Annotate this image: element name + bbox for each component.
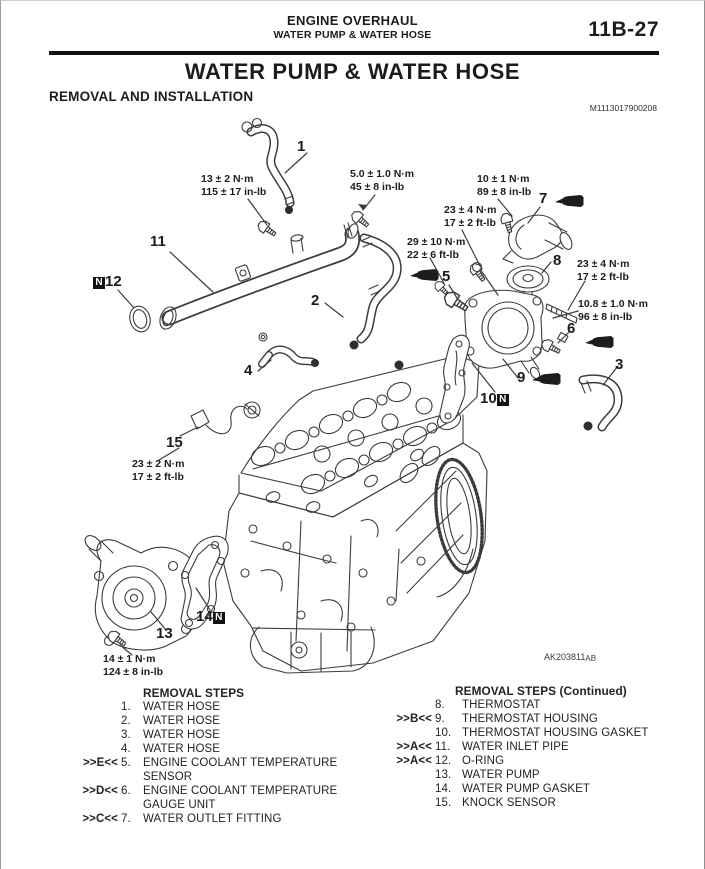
part-label-12-number: 12 bbox=[105, 273, 122, 290]
step-number: 12. bbox=[435, 755, 452, 767]
step-mark bbox=[395, 698, 435, 712]
part-label-1: 1 bbox=[297, 138, 306, 155]
step-number: 6. bbox=[121, 785, 131, 797]
part-label-10-number: 10 bbox=[480, 390, 497, 407]
figure-code-main: AK203811 bbox=[544, 652, 586, 662]
step-text: WATER HOSE bbox=[143, 743, 221, 755]
non-reusable-icon: N bbox=[497, 394, 509, 406]
step-number: 7. bbox=[121, 813, 131, 825]
torque-nm: 10.8 ± 1.0 N·m bbox=[578, 298, 648, 310]
step-text: WATER INLET PIPE bbox=[462, 741, 569, 753]
torque-callout-water-pump bbox=[103, 653, 163, 679]
step-mark bbox=[395, 796, 435, 810]
step-text: ENGINE COOLANT TEMPERATURE GAUGE UNIT bbox=[143, 785, 338, 811]
part-label-5: 5 bbox=[442, 268, 451, 285]
part-label-4: 4 bbox=[244, 362, 253, 379]
part-label-6: 6 bbox=[567, 320, 576, 337]
step-row bbox=[63, 756, 363, 784]
step-text: ENGINE COOLANT TEMPERATURE SENSOR bbox=[143, 757, 338, 783]
step-mark: >>E<< bbox=[82, 757, 118, 769]
removal-steps-left bbox=[63, 686, 363, 826]
part-label-8: 8 bbox=[553, 252, 562, 269]
step-number: 1. bbox=[121, 701, 131, 713]
step-text: THERMOSTAT HOUSING GASKET bbox=[462, 727, 649, 739]
step-row bbox=[63, 812, 363, 826]
figure-code bbox=[544, 652, 596, 663]
thermostat-housing-drawing bbox=[465, 290, 543, 380]
step-row bbox=[63, 714, 363, 728]
part-label-15: 15 bbox=[166, 434, 183, 451]
page-number: 11B-27 bbox=[588, 18, 659, 41]
torque-ft-in: 89 ± 8 in-lb bbox=[477, 186, 532, 198]
thermostat-housing-gasket-drawing bbox=[440, 335, 469, 423]
o-ring-drawing bbox=[127, 304, 153, 334]
water-hose-2-drawing bbox=[350, 237, 398, 350]
water-hose-1-drawing bbox=[242, 119, 294, 215]
torque-ft-in: 17 ± 2 ft-lb bbox=[132, 471, 184, 483]
water-outlet-fitting-drawing bbox=[503, 215, 574, 263]
torque-nm: 29 ± 10 N·m bbox=[407, 236, 466, 248]
steps-right-heading: REMOVAL STEPS (Continued) bbox=[455, 684, 627, 698]
step-mark bbox=[63, 742, 121, 756]
torque-callout-outlet-bolt bbox=[477, 173, 531, 199]
torque-nm: 23 ± 4 N·m bbox=[577, 258, 630, 270]
torque-nm: 23 ± 2 N·m bbox=[132, 458, 185, 470]
step-row bbox=[63, 728, 363, 742]
figure-code-suffix: AB bbox=[585, 654, 597, 663]
step-row bbox=[395, 754, 697, 768]
step-number: 5. bbox=[121, 757, 131, 769]
torque-ft-in: 17 ± 2 ft-lb bbox=[444, 217, 496, 229]
step-mark bbox=[395, 782, 435, 796]
header-chapter: ENGINE OVERHAUL bbox=[287, 13, 418, 28]
step-text: WATER HOSE bbox=[143, 715, 221, 727]
step-number: 11. bbox=[435, 741, 451, 753]
torque-nm: 10 ± 1 N·m bbox=[477, 173, 530, 185]
torque-nm: 23 ± 4 N·m bbox=[444, 204, 497, 216]
step-text: WATER OUTLET FITTING bbox=[143, 813, 282, 825]
torque-ft-in: 96 ± 8 in-lb bbox=[578, 311, 633, 323]
step-row bbox=[395, 726, 697, 740]
step-number: 13. bbox=[435, 769, 452, 781]
header-section: WATER PUMP & WATER HOSE bbox=[273, 28, 432, 41]
non-reusable-icon: N bbox=[213, 612, 225, 624]
step-mark bbox=[395, 726, 435, 740]
step-text: WATER HOSE bbox=[143, 701, 221, 713]
step-number: 15. bbox=[435, 797, 452, 809]
torque-nm: 13 ± 2 N·m bbox=[201, 173, 254, 185]
step-row bbox=[395, 712, 697, 726]
step-mark: >>B<< bbox=[396, 713, 432, 725]
torque-ft-in: 22 ± 6 ft-lb bbox=[407, 249, 459, 261]
torque-ft-in: 45 ± 8 in-lb bbox=[350, 181, 405, 193]
step-number: 10. bbox=[435, 727, 452, 739]
step-number: 8. bbox=[435, 699, 445, 711]
step-mark bbox=[395, 768, 435, 782]
step-text: THERMOSTAT bbox=[462, 699, 541, 711]
step-row bbox=[63, 742, 363, 756]
reference-code: M1113017900208 bbox=[589, 103, 657, 113]
step-number: 3. bbox=[121, 729, 131, 741]
part-label-14 bbox=[196, 608, 225, 625]
step-mark: >>C<< bbox=[82, 813, 118, 825]
step-number: 2. bbox=[121, 715, 131, 727]
step-row bbox=[395, 768, 697, 782]
water-hose-3-drawing bbox=[581, 379, 618, 431]
step-text: THERMOSTAT HOUSING bbox=[462, 713, 598, 725]
water-inlet-pipe-drawing bbox=[157, 222, 360, 331]
part-label-13: 13 bbox=[156, 625, 173, 642]
step-text: KNOCK SENSOR bbox=[462, 797, 556, 809]
part-label-14-number: 14 bbox=[196, 608, 213, 625]
torque-ft-in: 115 ± 17 in-lb bbox=[201, 186, 267, 198]
step-mark: >>D<< bbox=[82, 785, 118, 797]
step-number: 14. bbox=[435, 783, 452, 795]
torque-ft-in: 124 ± 8 in-lb bbox=[103, 666, 164, 678]
part-label-10 bbox=[480, 390, 509, 407]
step-text: WATER HOSE bbox=[143, 729, 221, 741]
step-text: WATER PUMP GASKET bbox=[462, 783, 591, 795]
part-label-3: 3 bbox=[615, 356, 624, 373]
step-row bbox=[395, 782, 697, 796]
torque-callout-knock-sensor bbox=[132, 458, 184, 484]
part-label-2: 2 bbox=[311, 292, 320, 309]
torque-callout-pipe-stub bbox=[350, 168, 414, 194]
part-label-12 bbox=[93, 273, 122, 290]
torque-callout-housing-left bbox=[444, 204, 496, 230]
knock-sensor-drawing bbox=[191, 402, 260, 434]
part-label-9: 9 bbox=[517, 369, 526, 386]
step-number: 4. bbox=[121, 743, 131, 755]
torque-nm: 14 ± 1 N·m bbox=[103, 653, 156, 665]
torque-callout-inlet-bolt bbox=[407, 236, 465, 262]
step-mark: >>A<< bbox=[396, 755, 432, 767]
torque-callout-gauge-unit bbox=[578, 298, 648, 324]
step-row bbox=[395, 740, 697, 754]
section-heading: REMOVAL AND INSTALLATION bbox=[49, 89, 254, 104]
step-row bbox=[63, 700, 363, 714]
step-number: 9. bbox=[435, 713, 445, 725]
torque-nm: 5.0 ± 1.0 N·m bbox=[350, 168, 415, 180]
part-label-11: 11 bbox=[150, 233, 166, 250]
non-reusable-icon: N bbox=[93, 277, 105, 289]
torque-ft-in: 17 ± 2 ft-lb bbox=[577, 271, 629, 283]
removal-steps-right bbox=[395, 684, 697, 810]
torque-callout-housing-right bbox=[577, 258, 629, 284]
step-mark: >>A<< bbox=[396, 741, 432, 753]
steps-left-heading: REMOVAL STEPS bbox=[143, 686, 245, 700]
step-row bbox=[395, 796, 697, 810]
torque-callout-hose1-clamp bbox=[201, 173, 266, 199]
step-text: WATER PUMP bbox=[462, 769, 540, 781]
part-label-7: 7 bbox=[539, 190, 548, 207]
step-mark bbox=[63, 714, 121, 728]
step-text: O-RING bbox=[462, 755, 505, 767]
step-mark bbox=[63, 728, 121, 742]
step-row bbox=[63, 784, 363, 812]
step-mark bbox=[63, 700, 121, 714]
step-row bbox=[395, 698, 697, 712]
page-title: WATER PUMP & WATER HOSE bbox=[184, 59, 521, 84]
